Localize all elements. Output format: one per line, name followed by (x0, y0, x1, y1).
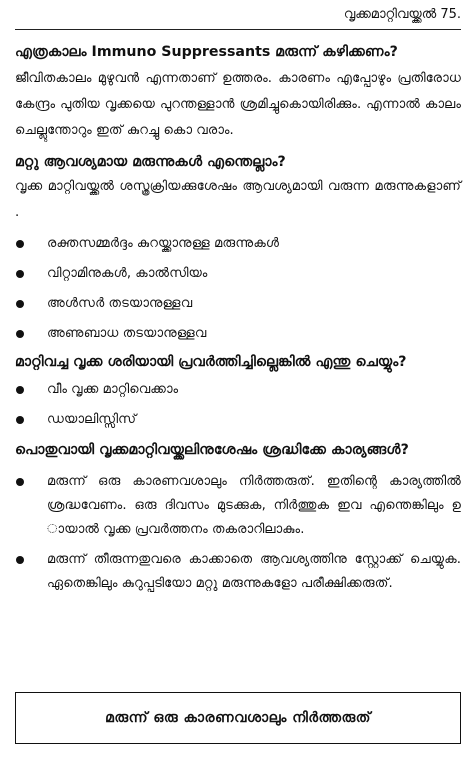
bullet-list (15, 232, 461, 346)
note-text: മരുന്ന് ഒരു കാരണവശാലും നിർത്തരുത് (105, 710, 371, 726)
bullet-icon (16, 416, 24, 424)
page-body (15, 42, 461, 602)
section-heading: എത്രകാലം Immuno Suppressants മരുന്ന് കഴിക്കണം? (15, 44, 398, 60)
list-item: മരുന്ന് ഒരു കാരണവശാലും നിർത്തരുത്. ഇതിന്റെ കാര്യത്തിൽ ശ്രദ്ധവേണം. ഒരു ദിവസം മുടക്കുക, നിർത്തുക ഇവ എന്തെങ്കിലും ഉ ായാൽ വൃക്ക പ്രവർത്തനം തകരാറിലാകും. (15, 470, 461, 542)
section-paragraph: വൃക്ക മാറ്റിവയ്ക്കൽ ശസ്ത്രക്രിയക്കുശേഷം ആവശ്യമായി വരുന്ന മരുന്നുകളാണ് . (15, 179, 461, 220)
bullet-icon (16, 270, 24, 278)
section-precautions (15, 438, 461, 596)
header-rule (15, 29, 461, 30)
bullet-icon (16, 556, 24, 564)
running-header: വൃക്കമാറ്റിവയ്ക്കൽ 75. (343, 7, 461, 22)
section-other-medicines (15, 152, 461, 346)
list-item: അണുബാധ തടയാനുള്ളവ (15, 322, 461, 346)
note-box (15, 692, 461, 744)
section-heading: മാറ്റിവച്ച വൃക്ക ശരിയായി പ്രവർത്തിച്ചില്ലെങ്കിൽ എന്തു ചെയ്യും? (15, 354, 407, 370)
bullet-icon (16, 478, 24, 486)
bullet-icon (16, 386, 24, 394)
list-item: അൾസർ തടയാനുള്ളവ (15, 292, 461, 316)
bullet-icon (16, 240, 24, 248)
bullet-icon (16, 300, 24, 308)
list-item: മരുന്ന് തീരുന്നതുവരെ കാക്കാതെ ആവശ്യത്തിനു സ്റ്റോക്ക് ചെയ്യുക. ഏതെങ്കിലും കുറുപ്പടിയോ മറ്റു മരുന്നുകളോ പരീക്ഷിക്കരുത്. (15, 548, 461, 596)
section-heading: പൊതുവായി വൃക്കമാറ്റിവയ്ക്കലിനുശേഷം ശ്രദ്ധിക്കേ കാര്യങ്ങൾ? (15, 442, 409, 458)
list-item: വിറ്റാമിനുകൾ, കാൽസിയം (15, 262, 461, 286)
bullet-list (15, 470, 461, 596)
list-item: രക്തസമ്മർദ്ദം കുറയ്ക്കാനുള്ള മരുന്നുകൾ (15, 232, 461, 256)
list-item: വീം വൃക്ക മാറ്റിവെക്കാം (15, 378, 461, 402)
section-heading: മറ്റു ആവശ്യമായ മരുന്നുകൾ എന്തെല്ലാം? (15, 154, 286, 170)
bullet-icon (16, 330, 24, 338)
section-duration (15, 42, 461, 144)
section-graft-failure (15, 352, 461, 432)
section-paragraph: ജീവിതകാലം മുഴുവൻ എന്നതാണ് ഉത്തരം. കാരണം എപ്പോഴും പ്രതിരോധ കേന്ദ്രം പുതിയ വൃക്കയെ പുറന്തള്ളാൻ ശ്രമിച്ചുകൊയിരിക്കും. എന്നാൽ കാലം ചെല്ലുന്തോറും ഇത് കുറച്ചു കൊ വരാം. (15, 71, 461, 138)
list-item: ഡയാലിസ്സിസ് (15, 408, 461, 432)
bullet-list (15, 378, 461, 432)
